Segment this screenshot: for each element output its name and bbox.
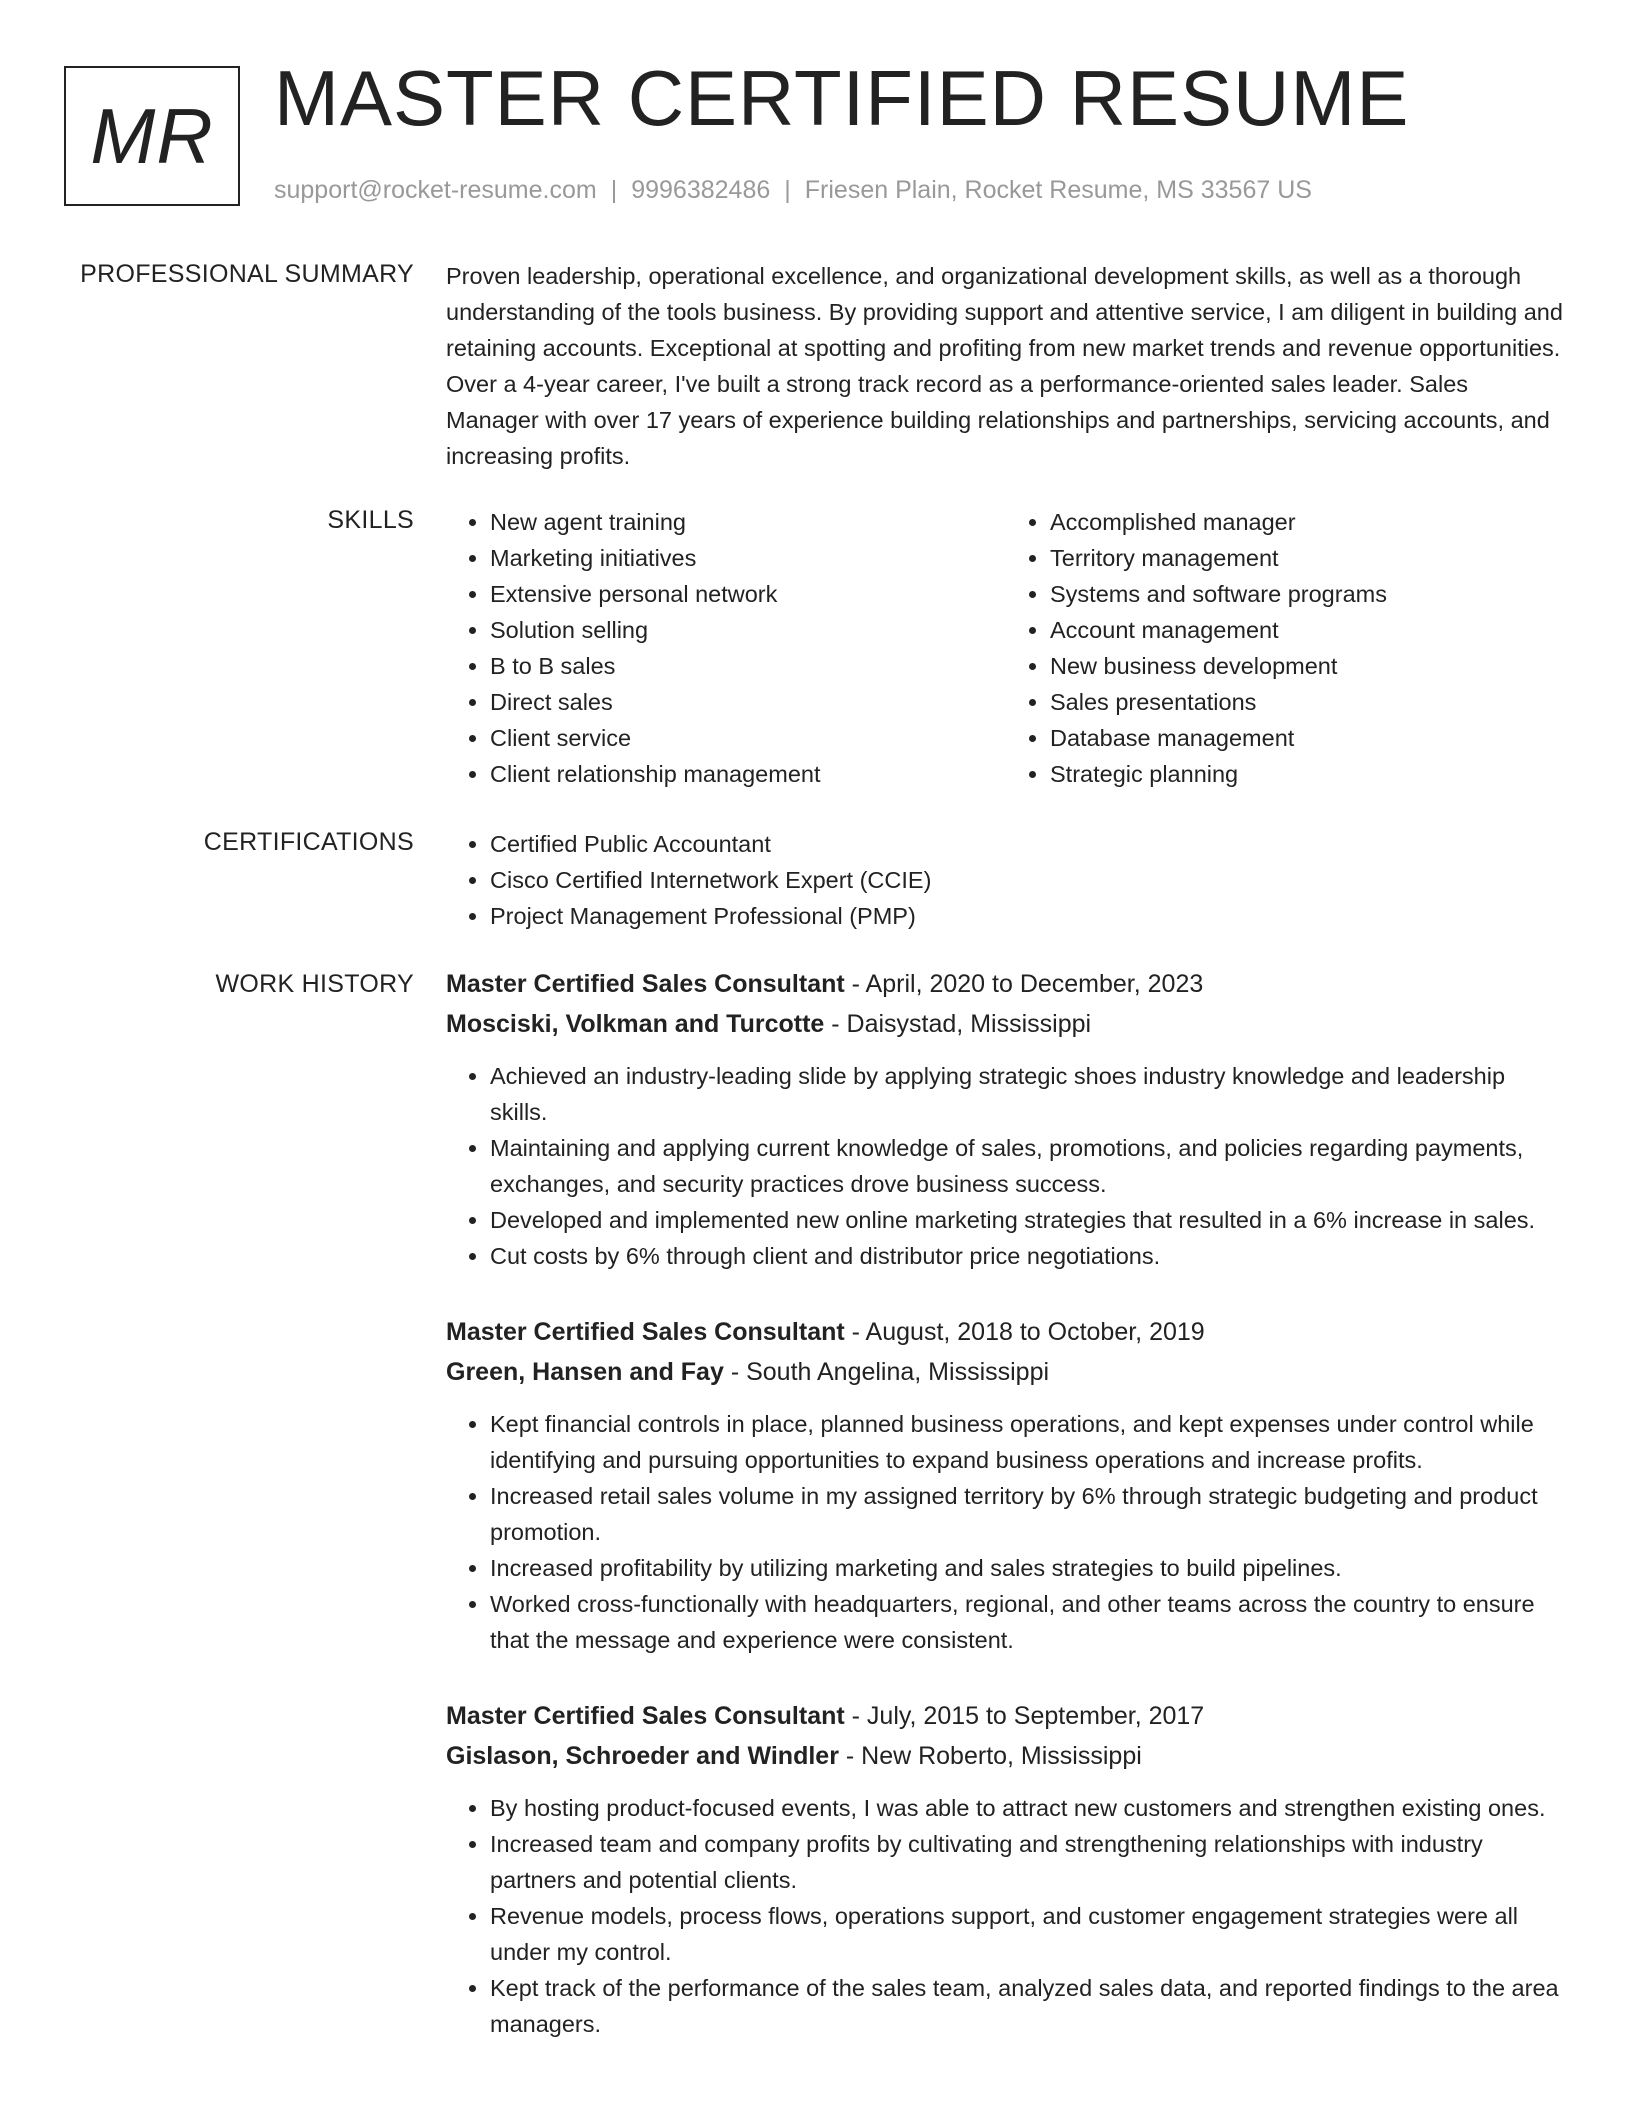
skill-item: • B to B sales — [490, 648, 1006, 684]
job-entry — [446, 1312, 1566, 1658]
job-bullet: • Revenue models, process flows, operations support, and customer engagement strategies were all under my control. — [490, 1898, 1566, 1970]
skill-item: • Solution selling — [490, 612, 1006, 648]
skills-list-right — [1006, 504, 1566, 792]
job-company-line — [446, 1736, 1566, 1776]
job-title-line — [446, 1312, 1566, 1352]
summary-body — [446, 258, 1566, 474]
job-title-line — [446, 964, 1566, 1004]
certifications-body — [446, 826, 1566, 934]
job-title-line — [446, 1696, 1566, 1736]
certifications-label: CERTIFICATIONS — [203, 828, 414, 856]
skill-item: • Account management — [1050, 612, 1566, 648]
job-bullet: • Increased profitability by utilizing marketing and sales strategies to build pipelines. — [490, 1550, 1566, 1586]
job-title: Master Certified Sales Consultant — [446, 1318, 845, 1346]
job-bullet: • Cut costs by 6% through client and distributor price negotiations. — [490, 1238, 1566, 1274]
job-dates: - August, 2018 to October, 2019 — [844, 1318, 1205, 1346]
job-bullet-list — [446, 1790, 1566, 2042]
skill-item: • Extensive personal network — [490, 576, 1006, 612]
resume-title: MASTER CERTIFIED RESUME — [274, 54, 1410, 142]
job-company-line — [446, 1004, 1566, 1044]
job-bullet: • Increased team and company profits by cultivating and strengthening relationships with industry partners and potential clients. — [490, 1826, 1566, 1898]
job-bullet: • Kept track of the performance of the sales team, analyzed sales data, and reported findings to the area managers. — [490, 1970, 1566, 2042]
skill-item: • Strategic planning — [1050, 756, 1566, 792]
skill-item: • Client service — [490, 720, 1006, 756]
summary-label: PROFESSIONAL SUMMARY — [80, 260, 414, 288]
skills-list-left — [446, 504, 1006, 792]
job-location: - New Roberto, Mississippi — [838, 1742, 1142, 1770]
job-bullet: • Maintaining and applying current knowledge of sales, promotions, and policies regarding payments, exchanges, and security practices drove business success. — [490, 1130, 1566, 1202]
job-bullet-list — [446, 1058, 1566, 1274]
job-entry — [446, 964, 1566, 1274]
job-bullet: • By hosting product-focused events, I was able to attract new customers and strengthen existing ones. — [490, 1790, 1566, 1826]
contact-line — [274, 174, 1312, 206]
job-title: Master Certified Sales Consultant — [446, 1702, 845, 1730]
skills-label: SKILLS — [327, 506, 414, 534]
job-location: - Daisystad, Mississippi — [824, 1010, 1092, 1038]
job-company: Green, Hansen and Fay — [446, 1358, 724, 1386]
contact-email: support@rocket-resume.com — [274, 176, 597, 204]
certifications-list — [446, 826, 1566, 934]
skill-item: • Client relationship management — [490, 756, 1006, 792]
certification-item: • Project Management Professional (PMP) — [490, 898, 1566, 934]
certification-item: • Cisco Certified Internetwork Expert (CCIE) — [490, 862, 1566, 898]
certification-item: • Certified Public Accountant — [490, 826, 1566, 862]
work-history-label: WORK HISTORY — [215, 970, 414, 998]
contact-phone: 9996382486 — [631, 176, 771, 204]
contact-separator: | — [610, 176, 618, 204]
skill-item: • Sales presentations — [1050, 684, 1566, 720]
job-bullet: • Developed and implemented new online marketing strategies that resulted in a 6% increase in sales. — [490, 1202, 1566, 1238]
skills-body — [446, 504, 1566, 792]
job-bullet: • Kept financial controls in place, planned business operations, and kept expenses under control while identifying and pursuing opportunities to expand business operations and increase profits. — [490, 1406, 1566, 1478]
skill-item: • New agent training — [490, 504, 1006, 540]
job-title: Master Certified Sales Consultant — [446, 970, 845, 998]
skill-item: • Marketing initiatives — [490, 540, 1006, 576]
job-dates: - July, 2015 to September, 2017 — [844, 1702, 1205, 1730]
job-company: Gislason, Schroeder and Windler — [446, 1742, 839, 1770]
skill-item: • Database management — [1050, 720, 1566, 756]
job-dates: - April, 2020 to December, 2023 — [844, 970, 1204, 998]
job-bullet: • Worked cross-functionally with headquarters, regional, and other teams across the country to ensure that the message and experience were consistent. — [490, 1586, 1566, 1658]
job-entry — [446, 1696, 1566, 2042]
job-company: Mosciski, Volkman and Turcotte — [446, 1010, 825, 1038]
skill-item: • Systems and software programs — [1050, 576, 1566, 612]
skill-item: • Direct sales — [490, 684, 1006, 720]
skill-item: • Territory management — [1050, 540, 1566, 576]
job-company-line — [446, 1352, 1566, 1392]
contact-separator: | — [784, 176, 791, 204]
work-history-body — [446, 964, 1566, 2080]
summary-text: Proven leadership, operational excellence, and organizational development skills, as well as a thorough understanding of the tools business. By providing support and attentive service, I am diligent in building and retaining accounts. Exceptional at spotting and profiting from new market trends and revenue opportunities. Over a 4-year career, I've built a strong track record as a performance-oriented sales leader. Sales Manager with over 17 years of experience building relationships and partnerships, servicing accounts, and increasing profits. — [446, 263, 1563, 469]
job-location: - South Angelina, Mississippi — [723, 1358, 1050, 1386]
contact-address: Friesen Plain, Rocket Resume, MS 33567 US — [804, 176, 1312, 204]
job-bullet: • Increased retail sales volume in my assigned territory by 6% through strategic budgeting and product promotion. — [490, 1478, 1566, 1550]
skill-item: • New business development — [1050, 648, 1566, 684]
monogram-badge: MR — [64, 66, 240, 206]
skill-item: • Accomplished manager — [1050, 504, 1566, 540]
job-bullet: • Achieved an industry-leading slide by applying strategic shoes industry knowledge and leadership skills. — [490, 1058, 1566, 1130]
job-bullet-list — [446, 1406, 1566, 1658]
